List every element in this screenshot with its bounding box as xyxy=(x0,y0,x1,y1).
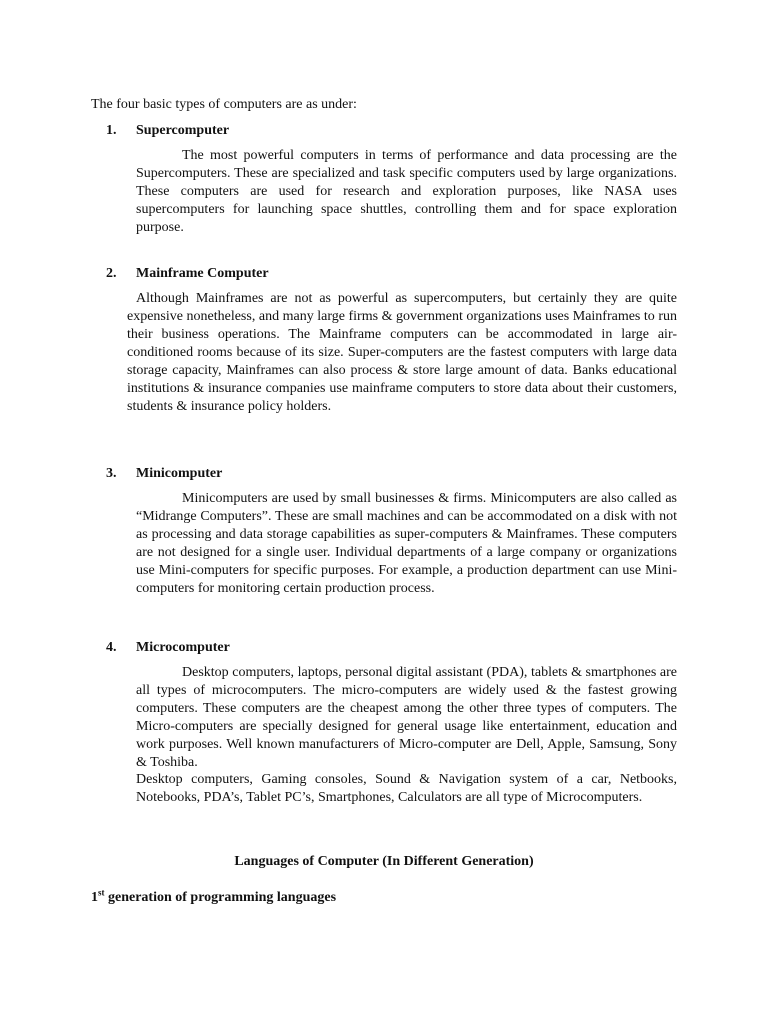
section-number: 4. xyxy=(106,640,117,655)
section-title: Microcomputer xyxy=(136,640,230,655)
section-title: Supercomputer xyxy=(136,123,230,138)
section-number: 2. xyxy=(106,266,117,281)
section-paragraph: Desktop computers, laptops, personal digital assistant (PDA), tablets & smartphones are all types of microcomputers. The micro-computers are widely used & the fastest growing computers. These computers are the cheapest among the other three types of computers. The Micro-computers are specially designed for general usage like entertainment, education and work purposes. Well known manufacturers of Micro-computer are Dell, Apple, Samsung, Sony & Toshiba. xyxy=(136,665,677,770)
languages-heading: Languages of Computer (In Different Generation) xyxy=(234,854,534,869)
generation-heading-text: generation of programming languages xyxy=(104,890,337,905)
section-title: Mainframe Computer xyxy=(136,266,269,281)
section-number: 1. xyxy=(106,123,117,138)
section-paragraph: Minicomputers are used by small businesses & firms. Minicomputers are also called as “Midrange Computers”. These are small machines and can be accommodated on a disk with not as processing and data storage capabilities as super-computers & Mainframes. These computers are not designed for a single user. Individual departments of a large company or organizations use Mini-computers for specific purposes. For example, a production department can use Mini-computers for monitoring certain production process. xyxy=(136,491,677,596)
section-title: Minicomputer xyxy=(136,466,223,481)
section-paragraph: The most powerful computers in terms of performance and data processing are the Supercomputers. These are specialized and task specific computers used by large organizations. These computers are used for research and exploration purposes, like NASA uses supercomputers for launching space shuttles, controlling them and for space exploration purpose. xyxy=(136,148,677,235)
generation-heading xyxy=(91,889,336,907)
section-number: 3. xyxy=(106,466,117,481)
generation-number: 1 xyxy=(91,890,98,905)
section-paragraph: Although Mainframes are not as powerful as supercomputers, but certainly they are quite expensive nonetheless, and many large firms & government organizations uses Mainframes to run their business operations. The Mainframe computers can be accommodated in large air-conditioned rooms because of its size. Super-computers are the fastest computers with large data storage capacity, Mainframes can also process & store large amount of data. Banks educational institutions & insurance companies use mainframe computers to store data about their customers, students & insurance policy holders. xyxy=(127,291,677,414)
generation-ordinal-suffix: st xyxy=(98,887,105,898)
intro-text: The four basic types of computers are as under: xyxy=(91,97,357,112)
section-paragraph: Desktop computers, Gaming consoles, Sound & Navigation system of a car, Netbooks, Notebooks, PDA’s, Tablet PC’s, Smartphones, Calculators are all type of Microcomputers. xyxy=(136,772,677,805)
